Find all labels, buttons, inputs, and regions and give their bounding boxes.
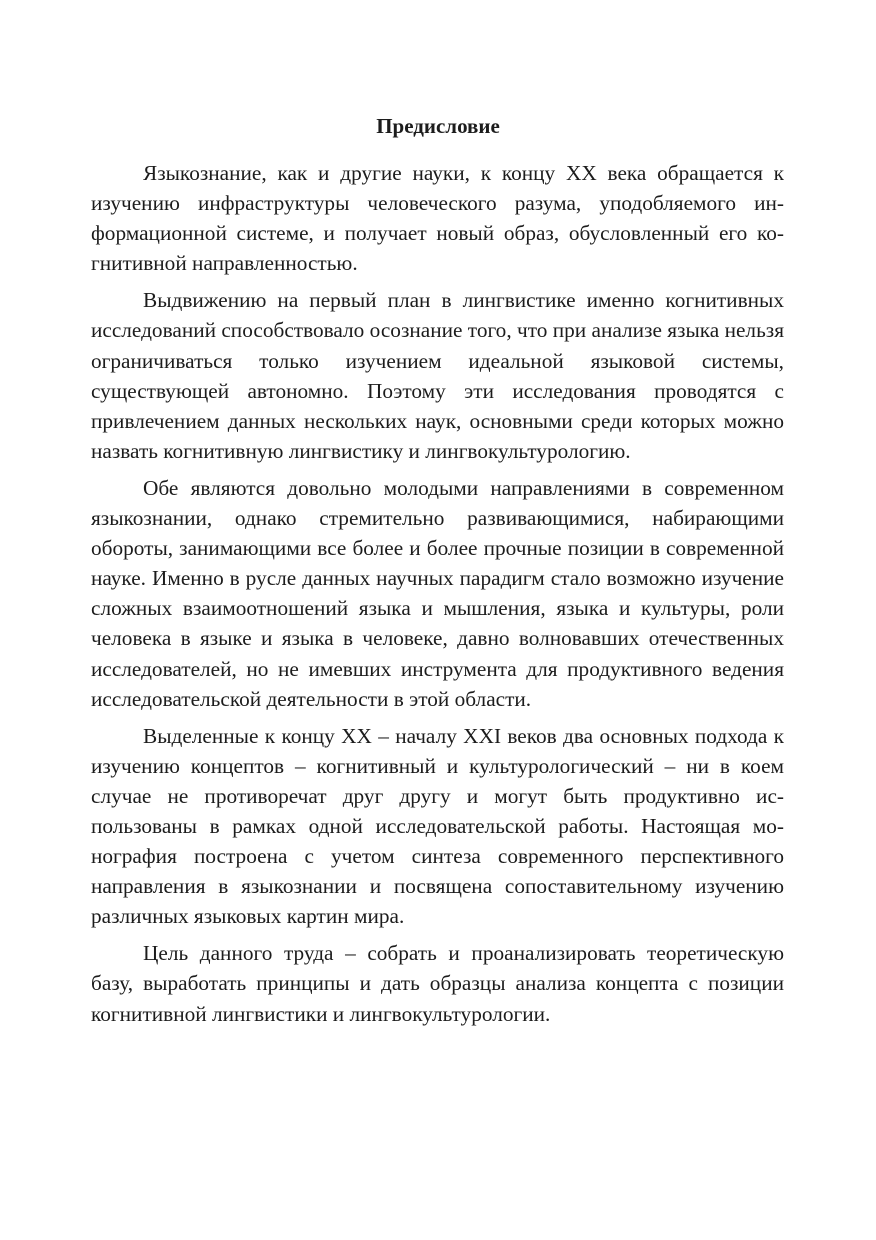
- page-title: Предисловие: [376, 114, 500, 138]
- paragraph-3: Обе являются довольно молодыми направлениями в современном языкознании, однако стремительно развивающимися, набирающими обороты, занимающими все более и более прочные позиции в современной науке. Именно в русле данных научных парадигм стало возможно изучение сложных взаимоотношений языка и мышления, языка и культуры, роли человека в языке и языка в человеке, давно волновавших отечественных исследователей, но не имевших инструмента для продуктивного ведения исследовательской деятельности в этой области.: [91, 475, 784, 711]
- paragraph-1: Языкознание, как и другие науки, к концу XX века обращается к изучению инфраструктуры человеческого разума, уподобляемого информационной системе, и получает новый образ, обусловленный его когнитивной направленностью.: [91, 161, 784, 276]
- paragraph-4: Выделенные к концу XX – началу XXI веков два основных подхода к изучению концептов – когнитивный и культурологический – ни в коем случае не противоречат друг другу и могут быть продуктивно использованы в рамках одной исследовательской работы. Настоящая монография построена с учетом синтеза современного перспективного направления в языкознании и посвящена сопоставительному изучению различных языковых картин мира.: [91, 723, 784, 929]
- paragraph-5: Цель данного труда – собрать и проанализировать теоретическую базу, выработать принципы и дать образцы анализа концепта с позиции когнитивной лингвистики и лингвокультурологии.: [91, 941, 784, 1026]
- body-text: [91, 158, 784, 1036]
- paragraph-2: Выдвижению на первый план в лингвистике именно когнитивных исследований способствовало осознание того, что при анализе языка нельзя ограничиваться только изучением идеальной языковой системы, существующей автономно. Поэтому эти исследования проводятся с привлечением данных нескольких наук, основными среди которых можно назвать когнитивную лингвистику и лингвокультурологию.: [91, 288, 784, 463]
